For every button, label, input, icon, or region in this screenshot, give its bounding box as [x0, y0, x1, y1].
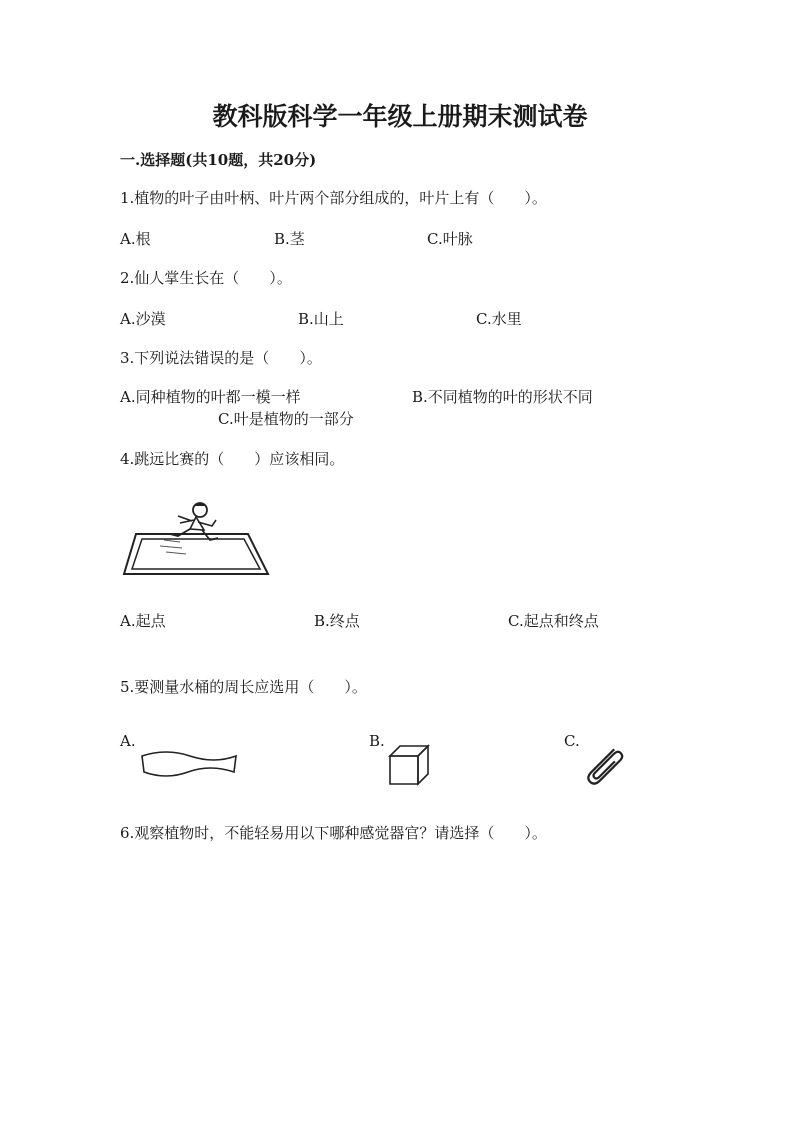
question-5-stem: 5.要测量水桶的周长应选用（ ）。	[120, 678, 367, 696]
question-1-option-c[interactable]: C.叶脉	[427, 230, 473, 248]
question-2-option-a[interactable]: A.沙漠	[120, 310, 166, 328]
question-2-option-b[interactable]: B.山上	[298, 310, 344, 328]
question-4-option-b[interactable]: B.终点	[314, 612, 360, 630]
question-3-option-a[interactable]: A.同种植物的叶都一模一样	[120, 388, 301, 406]
soft-tape-icon[interactable]	[140, 748, 238, 778]
question-3-option-c[interactable]: C.叶是植物的一部分	[218, 410, 354, 428]
question-5-option-b-label[interactable]: B.	[369, 732, 385, 750]
question-4-option-c[interactable]: C.起点和终点	[508, 612, 599, 630]
section-heading: 一.选择题(共10题，共20分)	[120, 151, 317, 169]
question-4-stem: 4.跳远比赛的（ ）应该相同。	[120, 450, 345, 468]
question-1-stem: 1.植物的叶子由叶柄、叶片两个部分组成的，叶片上有（ ）。	[120, 189, 547, 207]
page-title: 教科版科学一年级上册期末测试卷	[212, 102, 588, 131]
question-4-option-a[interactable]: A.起点	[120, 612, 166, 630]
question-2-option-c[interactable]: C.水里	[476, 310, 522, 328]
question-5-option-a-label[interactable]: A.	[120, 732, 136, 750]
question-1-option-a[interactable]: A.根	[120, 230, 151, 248]
question-5-option-c-label[interactable]: C.	[564, 732, 580, 750]
question-3-option-b[interactable]: B.不同植物的叶的形状不同	[412, 388, 593, 406]
long-jump-pit-icon	[120, 496, 270, 578]
question-2-stem: 2.仙人掌生长在（ ）。	[120, 269, 292, 287]
question-6-stem: 6.观察植物时，不能轻易用以下哪种感觉器官？请选择（ ）。	[120, 824, 547, 842]
question-1-option-b[interactable]: B.茎	[274, 230, 305, 248]
cube-icon[interactable]	[388, 744, 430, 786]
question-3-stem: 3.下列说法错误的是（ ）。	[120, 349, 322, 367]
paperclip-icon[interactable]	[584, 744, 626, 790]
